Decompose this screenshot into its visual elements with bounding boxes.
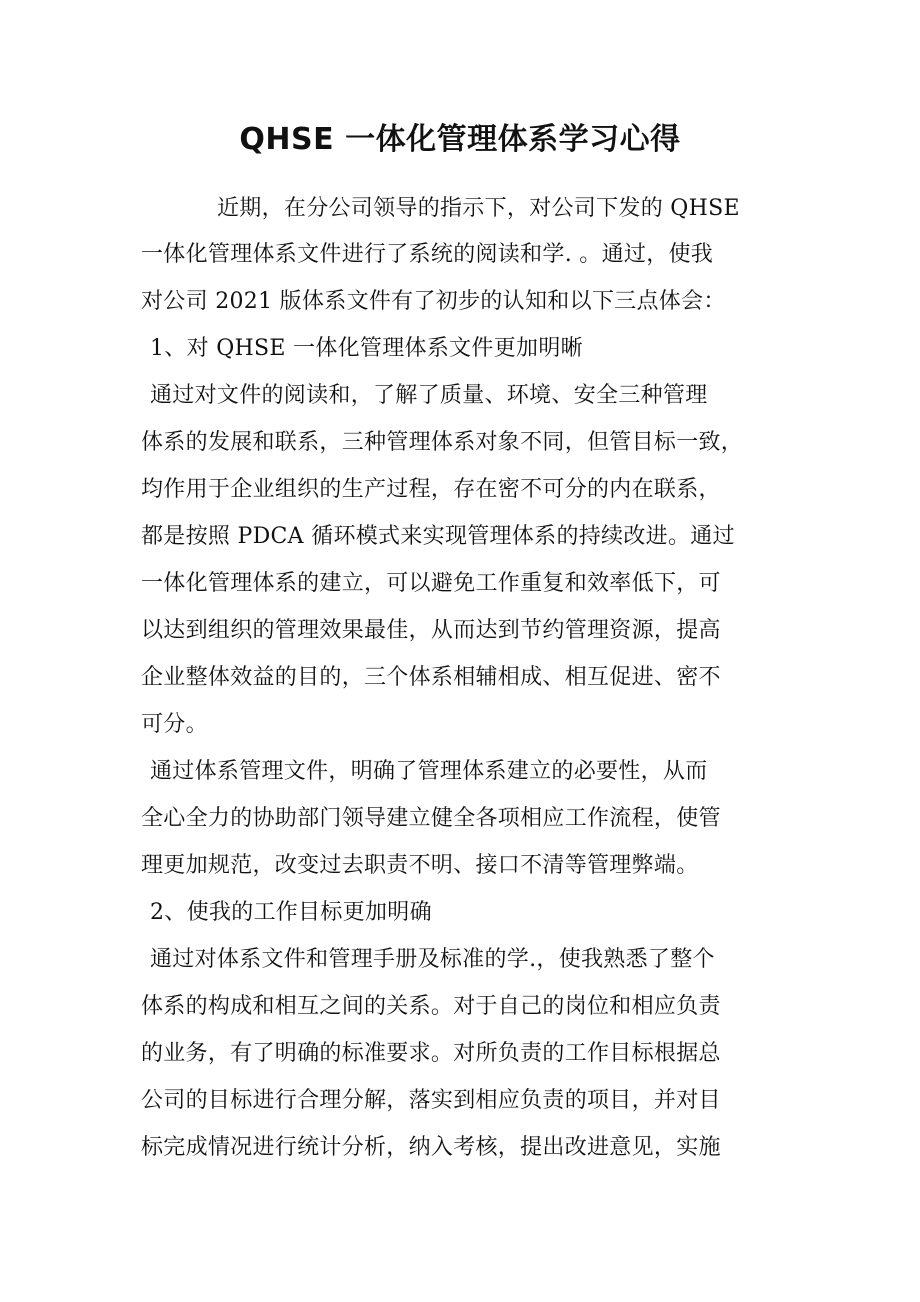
- text-line: 企业整体效益的目的，三个体系相辅相成、相互促进、密不: [141, 665, 721, 690]
- section-heading: 2、使我的工作目标更加明确: [150, 900, 432, 925]
- section-heading: 1、对 QHSE 一体化管理体系文件更加明晰: [150, 336, 583, 361]
- text-line: 近期，在分公司领导的指示下，对公司下发的 QHSE: [217, 196, 740, 221]
- text-line: 通过体系管理文件，明确了管理体系建立的必要性，从而: [150, 759, 708, 784]
- text-line: 以达到组织的管理效果最佳，从而达到节约管理资源，提高: [141, 618, 721, 643]
- text-line: 体系的发展和联系，三种管理体系对象不同，但管目标一致，: [141, 430, 744, 455]
- text-line: 通过对文件的阅读和，了解了质量、环境、安全三种管理: [150, 383, 708, 408]
- text-line: 公司的目标进行合理分解，落实到相应负责的项目，并对目: [141, 1088, 721, 1113]
- text-line: 全心全力的协助部门领导建立健全各项相应工作流程，使管: [141, 806, 721, 831]
- text-line: 都是按照 PDCA 循环模式来实现管理体系的持续改进。通过: [141, 524, 735, 549]
- text-line: 均作用于企业组织的生产过程，存在密不可分的内在联系，: [141, 477, 721, 502]
- document-title: QHSE 一体化管理体系学习心得: [239, 122, 681, 157]
- text-line: 标完成情况进行统计分析，纳入考核，提出改进意见，实施: [141, 1135, 721, 1160]
- text-line: 可分。: [141, 712, 208, 737]
- text-line: 对公司 2021 版体系文件有了初步的认知和以下三点体会：: [141, 289, 726, 314]
- text-line: 体系的构成和相互之间的关系。对于自己的岗位和相应负责: [141, 994, 721, 1019]
- text-line: 一体化管理体系文件进行了系统的阅读和学. 。通过，使我: [141, 242, 714, 267]
- text-line: 一体化管理体系的建立，可以避免工作重复和效率低下，可: [141, 571, 721, 596]
- text-line: 通过对体系文件和管理手册及标准的学.，使我熟悉了整个: [150, 947, 715, 972]
- text-line: 理更加规范，改变过去职责不明、接口不清等管理弊端。: [141, 853, 699, 878]
- text-line: 的业务，有了明确的标准要求。对所负责的工作目标根据总: [141, 1041, 721, 1066]
